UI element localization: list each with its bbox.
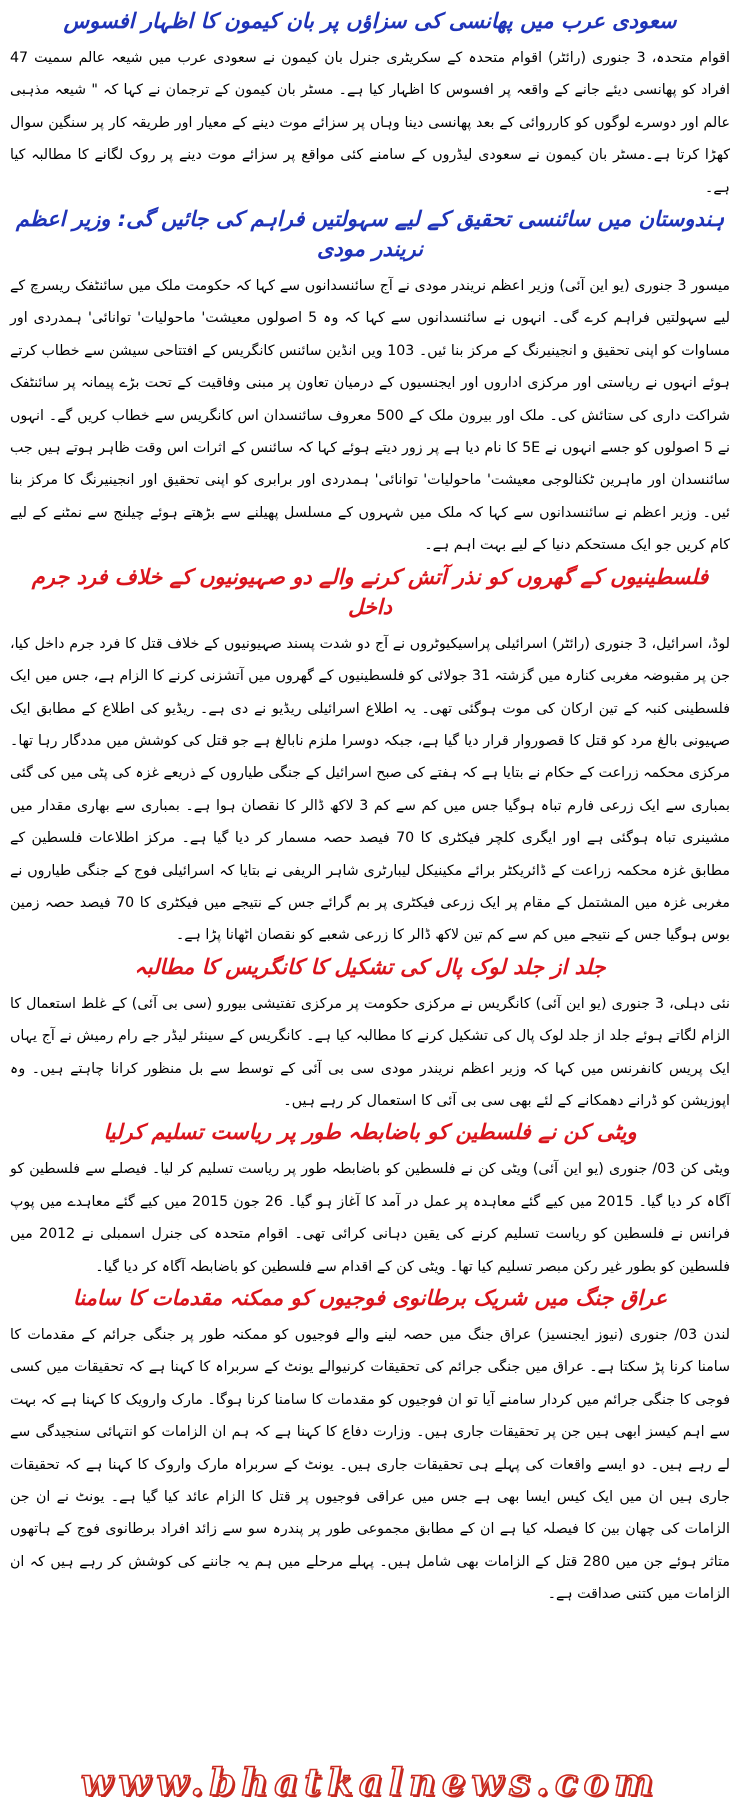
article-body: اقوام متحدہ، 3 جنوری (رائٹر) اقوام متحدہ کے سکریٹری جنرل بان کیمون نے سعودی عرب میں شیعہ عالم سمیت 47 افراد کو پھانسی دیئے جانے کے واقعہ پر افسوس کا اظہار کیا ہے۔ مسٹر بان کیمون کے ترجمان نے کہا کہ " شیعہ مذہبی عالم اور دوسرے لوگوں کو کارروائی کے بعد پھانسی دینا وہاں پر سزائے موت دینے کے معیار اور طریقہ کار پر سنگین سوال کھڑا کرتا ہے۔مسٹر بان کیمون نے سعودی لیڈروں کے سامنے کئی مواقع پر سزائے موت دینے پر روک لگانے کا مطالبہ کیا ہے۔ xyxy=(10,50,730,196)
article-palestine-indictment xyxy=(10,562,730,952)
article-body: میسور 3 جنوری (یو این آئی) وزیر اعظم نریندر مودی نے آج سائنسدانوں سے کہا کہ حکومت ملک میں سائنٹفک ریسرچ کے لیے سہولتیں فراہم کرے گی۔ انہوں نے سائنسدانوں سے کہا کہ وہ 5 اصولوں معیشت' ماحولیات' توانائی' ہمدردی اور مساوات کو اپنی تحقیق و انجینیرنگ کے مرکز بنا ئیں۔ 103 ویں انڈین سائنس کانگریس کے افتتاحی سیشن سے خطاب کرتے ہوئے انہوں نے ریاستی اور مرکزی اداروں اور ایجنسیوں کے درمیان تعاون پر مبنی وفاقیت کے تحت بڑے پیمانہ پر سائنٹفک شراکت داری کی ستائش کی۔ ملک اور بیرون ملک کے 500 معروف سائنسدان اس کانگریس سے خطاب کریں گے۔ انہوں نے 5 اصولوں کو جسے انہوں نے 5E کا نام دیا ہے پر زور دیتے ہوئے کہا کہ سائنس کے اثرات اس وقت ظاہر ہوتے ہیں جب سائنسدان اور ماہرین ٹکنالوجی معیشت' ماحولیات' توانائی' ہمدردی اور برابری کو اپنی تحقیق اور انجینیرنگ کا مرکز بنا ئیں۔ وزیر اعظم نے سائنسدانوں سے کہا کہ ملک میں شہروں کے مسلسل پھیلنے سے بڑھتے ہوئے چیلنج سے نمٹنے کے لیے کام کریں جو ایک مستحکم دنیا کے لیے بہت اہم ہے۔ xyxy=(10,278,731,554)
headline: سعودی عرب میں پھانسی کی سزاؤں پر بان کیمون کا اظہار افسوس xyxy=(63,9,677,33)
article-iraq-war xyxy=(10,1283,730,1611)
article-body: نئی دہلی، 3 جنوری (یو این آئی) کانگریس نے مرکزی حکومت پر مرکزی تفتیشی بیورو (سی بی آئی) کے غلط استعمال کا الزام لگاتے ہوئے جلد از جلد لوک پال کی تشکیل کرنے کا مطالبہ کیا ہے۔ کانگریس کے سینئر لیڈر جے رام رمیش نے آج یہاں ایک پریس کانفرنس میں کہا کہ وزیر اعظم نریندر مودی سی بی آئی کے توسط سے بل منظور کرانا چاہتے ہیں۔ وہ اپوزیشن کو ڈرانے دھمکانے کے لئے بھی سی بی آئی کا استعمال کر رہے ہیں۔ xyxy=(10,995,730,1109)
site-url-logo[interactable]: www.bhatkalnews.com xyxy=(80,1760,660,1804)
headline: ہندوستان میں سائنسی تحقیق کے لیے سہولتیں فراہم کی جائیں گی: وزیر اعظم نریندر مودی xyxy=(15,207,725,262)
headline: جلد از جلد لوک پال کی تشکیل کا کانگریس کا مطالبہ xyxy=(134,954,606,979)
article-body: ویٹی کن 03/ جنوری (یو این آئی) ویٹی کن نے فلسطین کو باضابطہ طور پر ریاست تسلیم کر لیا۔ فیصلے سے فلسطین کو آگاہ کر دیا گیا۔ 2015 میں کیے گئے معاہدہ پر عمل در آمد کا آغاز ہو گیا۔ 26 جون 2015 میں کیے گئے معاہدے میں پوپ فرانس نے فلسطین کو ریاست تسلیم کرنے کی یقین دہانی کرائی تھی۔ اقوام متحدہ کی جنرل اسمبلی نے 2012 میں فلسطین کو بطور غیر رکن مبصر تسلیم کیا تھا۔ ویٹی کن کے اقدام سے فلسطین کو باضابطہ آگاہ کر دیا گیا۔ xyxy=(10,1161,731,1275)
site-footer xyxy=(0,1760,740,1804)
article-lokpal xyxy=(10,952,730,1118)
headline: عراق جنگ میں شریک برطانوی فوجیوں کو ممکنہ مقدمات کا سامنا xyxy=(72,1286,668,1310)
headline: ویٹی کن نے فلسطین کو باضابطہ طور پر ریاست تسلیم کرلیا xyxy=(103,1120,637,1145)
article-vatican-palestine xyxy=(10,1117,730,1283)
article-body: لوڈ، اسرائیل، 3 جنوری (رائٹر) اسرائیلی پراسیکیوٹروں نے آج دو شدت پسند صہیونیوں کے خلاف قتل کا فرد جرم داخل کیا، جن پر مقبوضہ مغربی کنارہ میں گزشتہ 31 جولائی کو فلسطینیوں کے گھروں میں آتشزنی کرنے کا الزام ہے، جس میں ایک فلسطینی کنبہ کے تین ارکان کی موت ہوگئی تھی۔ یہ اطلاع اسرائیلی ریڈیو نے دی ہے۔ ریڈیو کی اطلاع کے مطابق ایک صہیونی بالغ مرد کو قتل کا قصوروار قرار دیا گیا ہے، جبکہ دوسرا ملزم نابالغ ہے جو قتل کی کوشش میں مددگار رہا تھا۔ مرکزی محکمہ زراعت کے حکام نے بتایا ہے کہ ہفتے کی صبح اسرائیل کے جنگی طیاروں کے ذریعے غزہ کی پٹی میں کی گئی بمباری سے ایک زرعی فارم تباہ ہوگیا جس میں کم سے کم 3 لاکھ ڈالر کا نقصان ہوا ہے۔ بمباری سے بھاری مقدار میں مشینری تباہ ہوگئی ہے اور ایگری کلچر فیکٹری کا 70 فیصد حصہ مسمار کر دیا گیا ہے۔ مرکز اطلاعات فلسطین کے مطابق غزہ محکمہ زراعت کے ڈائریکٹر برائے مکینیکل لیبارٹری شاہر الریفی نے بتایا کہ اسرائیلی فوج کے جنگی طیاروں نے مغربی غزہ میں المشتمل کے مقام پر ایک زرعی فیکٹری پر بم گرائے جس کے نتیجے میں فیکٹری کا 70 فیصد حصہ زمین بوس ہوگیا جس کے نتیجے میں کم سے کم تین لاکھ ڈالر کا زرعی شعبے کو نقصان اٹھانا پڑا ہے۔ xyxy=(10,635,731,944)
article-body: لندن 03/ جنوری (نیوز ایجنسیز) عراق جنگ میں حصہ لینے والے فوجیوں کو ممکنہ طور پر جنگی جرائم کے مقدمات کا سامنا کرنا پڑ سکتا ہے۔ عراق میں جنگی جرائم کی تحقیقات کرنیوالے یونٹ کے سربراہ کا کہنا ہے کہ تحقیقات میں کسی فوجی کا جنگی جرائم میں کردار سامنے آیا تو ان فوجیوں کو مقدمات کا سامنا کرنا ہوگا۔ مارک وارویک کا کہنا ہے کہ بہت سے اہم کیسز ابھی ہیں جن پر تحقیقات جاری ہیں۔ وزارت دفاع کا کہنا ہے کہ ہم ان الزامات کو انتہائی سنجیدگی سے لے رہے ہیں۔ دو ایسے واقعات کی پہلے ہی تحقیقات جاری ہیں۔ یونٹ کے سربراہ مارک واروک کا کہنا ہے کہ تحقیقات جاری ہیں ان میں ایک کیس ایسا بھی ہے جس میں عراقی فوجیوں پر قتل کا الزام عائد کیا گیا ہے۔ یونٹ نے ان جن الزامات کی چھان بین کا فیصلہ کیا ہے ان کے مطابق مجموعی طور پر پندرہ سو سے زائد افراد برطانوی فوج کے ہاتھوں متاثر ہوئے جن میں 280 قتل کے الزامات بھی شامل ہیں۔ پہلے مرحلے میں ہم یہ جاننے کی کوشش کر رہے ہیں کہ ان الزامات میں کتنی صداقت ہے۔ xyxy=(10,1327,730,1603)
article-india-science xyxy=(10,204,730,562)
headline: فلسطینیوں کے گھروں کو نذر آتش کرنے والے دو صہیونیوں کے خلاف فرد جرم داخل xyxy=(31,564,709,619)
article-saudi-executions xyxy=(10,6,730,204)
